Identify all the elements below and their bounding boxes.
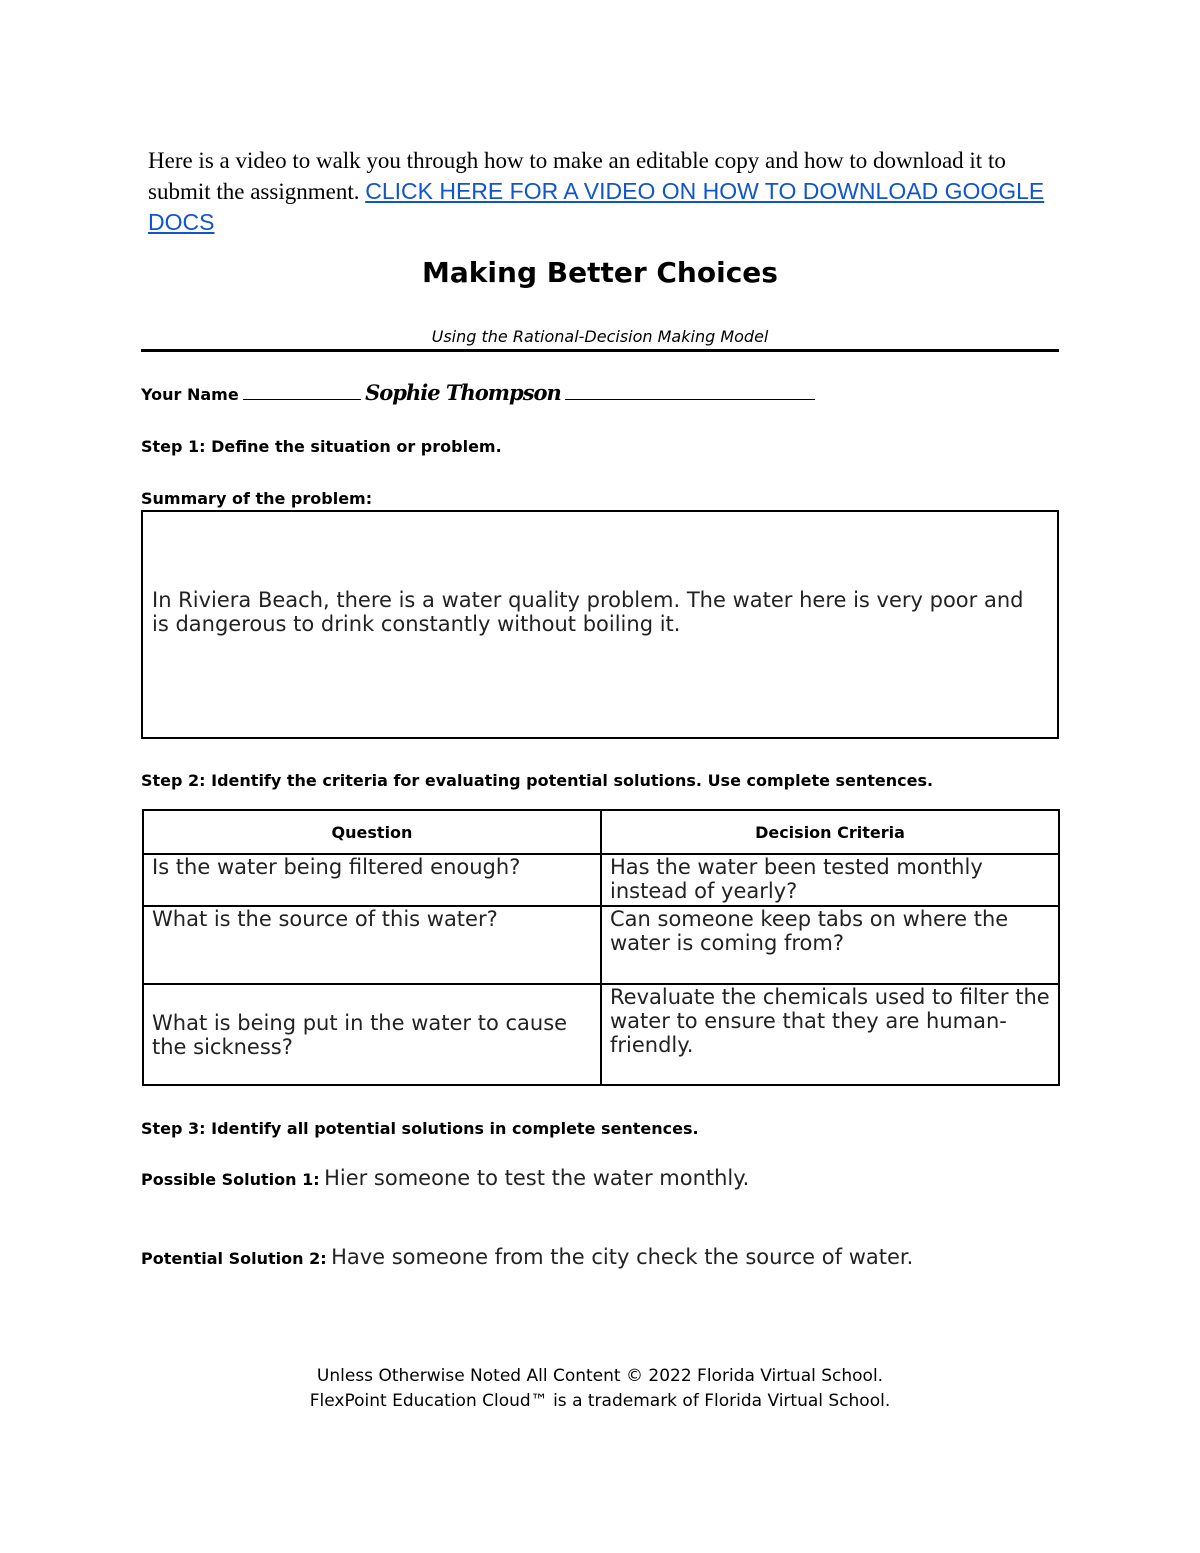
page-subtitle: Using the Rational-Decision Making Model — [431, 327, 769, 346]
name-row — [141, 380, 815, 405]
question-cell[interactable]: Is the water being filtered enough? — [143, 854, 601, 906]
footer-copyright: Unless Otherwise Noted All Content © 2022 Florida Virtual School. — [316, 1366, 884, 1386]
question-cell[interactable]: What is the source of this water? — [143, 906, 601, 984]
step1-heading: Step 1: Define the situation or problem. — [141, 437, 502, 456]
footer — [0, 1364, 1200, 1414]
column-header-criteria: Decision Criteria — [601, 810, 1059, 854]
step2-heading: Step 2: Identify the criteria for evaluating potential solutions. Use complete sentences. — [141, 771, 934, 790]
table-row — [143, 854, 1059, 906]
solution-2-text[interactable]: Have someone from the city check the source of water. — [331, 1245, 914, 1269]
name-label: Your Name — [141, 385, 239, 404]
video-link[interactable]: CLICK HERE FOR A VIDEO ON HOW TO DOWNLOAD GOOGLE DOCS — [148, 178, 1045, 235]
intro-text: Here is a video to walk you through how to make an editable copy and how to download it to submit the assignment. — [148, 148, 1006, 204]
footer-trademark: FlexPoint Education Cloud™ is a trademark of Florida Virtual School. — [309, 1391, 891, 1411]
criteria-cell[interactable]: Has the water been tested monthly instead of yearly? — [601, 854, 1059, 906]
criteria-cell[interactable]: Revaluate the chemicals used to filter the water to ensure that they are human-friendly. — [601, 984, 1059, 1085]
solution-1 — [141, 1166, 749, 1190]
criteria-header-row — [143, 810, 1059, 854]
criteria-table — [142, 809, 1060, 1086]
summary-text: In Riviera Beach, there is a water quality problem. The water here is very poor and is dangerous to drink constantly without boiling it. — [152, 588, 1024, 636]
table-row — [143, 906, 1059, 984]
criteria-cell[interactable]: Can someone keep tabs on where the water is coming from? — [601, 906, 1059, 984]
name-value[interactable]: Sophie Thompson — [365, 380, 561, 405]
column-header-question: Question — [143, 810, 601, 854]
solution-1-label: Possible Solution 1: — [141, 1170, 320, 1189]
solution-1-text[interactable]: Hier someone to test the water monthly. — [324, 1166, 750, 1190]
summary-box[interactable] — [141, 510, 1059, 739]
solution-2 — [141, 1245, 913, 1269]
step3-heading: Step 3: Identify all potential solutions in complete sentences. — [141, 1119, 699, 1138]
summary-label: Summary of the problem: — [141, 489, 373, 508]
question-cell[interactable]: What is being put in the water to cause the sickness? — [143, 984, 601, 1085]
page-title: Making Better Choices — [422, 256, 778, 289]
intro-paragraph — [148, 146, 1058, 238]
table-row — [143, 984, 1059, 1085]
name-underline-left — [243, 381, 361, 400]
name-underline-right — [565, 381, 815, 400]
title-divider — [141, 349, 1059, 352]
solution-2-label: Potential Solution 2: — [141, 1249, 327, 1268]
